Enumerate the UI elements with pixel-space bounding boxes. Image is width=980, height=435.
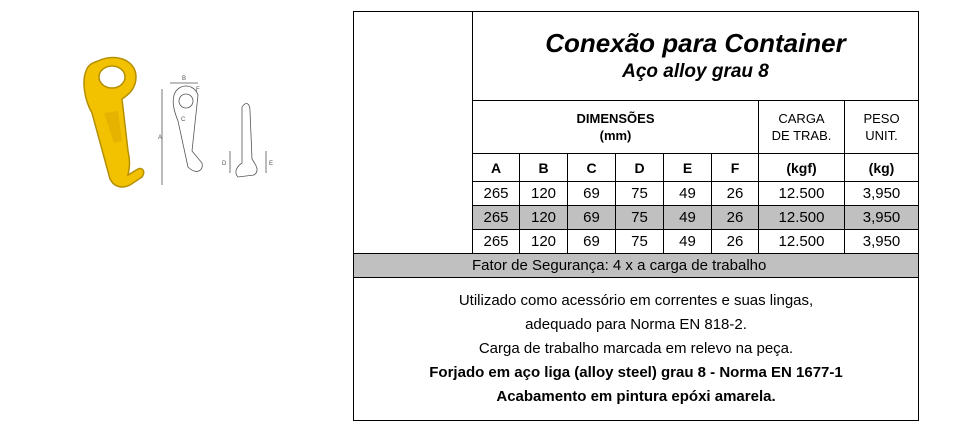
spec-table: [353, 11, 919, 421]
svg-text:E: E: [269, 161, 274, 167]
page-title: Conexão para Container: [545, 28, 846, 58]
description-line: adequado para Norma EN 818-2.: [525, 316, 747, 333]
svg-text:A: A: [158, 135, 163, 141]
col-header-kg: (kg): [845, 154, 919, 182]
safety-factor: Fator de Segurança: 4 x a carga de trabalho: [354, 254, 919, 278]
dimensions-header: DIMENSÕES (mm): [473, 101, 759, 154]
description-line: Utilizado como acessório em correntes e suas lingas,: [458, 292, 814, 309]
load-header: CARGA DE TRAB.: [759, 101, 845, 154]
description-line: Carga de trabalho marcada em relevo na peça.: [478, 340, 794, 357]
svg-text:C: C: [181, 117, 186, 123]
page-subtitle: Aço alloy grau 8: [622, 61, 769, 82]
product-images: [70, 55, 290, 205]
table-row: 265 120 69 75 49 26 12.500 3,950: [354, 230, 919, 254]
col-header-a: A: [473, 154, 520, 182]
svg-text:B: B: [182, 76, 187, 82]
description-bold-line: Forjado em aço liga (alloy steel) grau 8 - Norma EN 1677-1: [429, 364, 843, 381]
title-cell: [473, 12, 919, 101]
description-bold-line: Acabamento em pintura epóxi amarela.: [496, 388, 776, 405]
description: [354, 278, 919, 421]
col-header-e: E: [664, 154, 712, 182]
technical-drawing-side: [222, 104, 273, 177]
svg-text:F: F: [196, 87, 200, 93]
table-row: 265 120 69 75 49 26 12.500 3,950: [354, 206, 919, 230]
col-header-d: D: [616, 154, 664, 182]
blank-left-cell: [354, 12, 473, 254]
weight-header: PESO UNIT.: [845, 101, 919, 154]
yellow-connector-photo: [84, 58, 144, 187]
col-header-f: F: [712, 154, 759, 182]
table-row: 265 120 69 75 49 26 12.500 3,950: [354, 182, 919, 206]
col-header-kgf: (kgf): [759, 154, 845, 182]
technical-drawing-front: [158, 76, 202, 185]
col-header-b: B: [520, 154, 568, 182]
col-header-c: C: [568, 154, 616, 182]
svg-text:D: D: [222, 161, 227, 167]
